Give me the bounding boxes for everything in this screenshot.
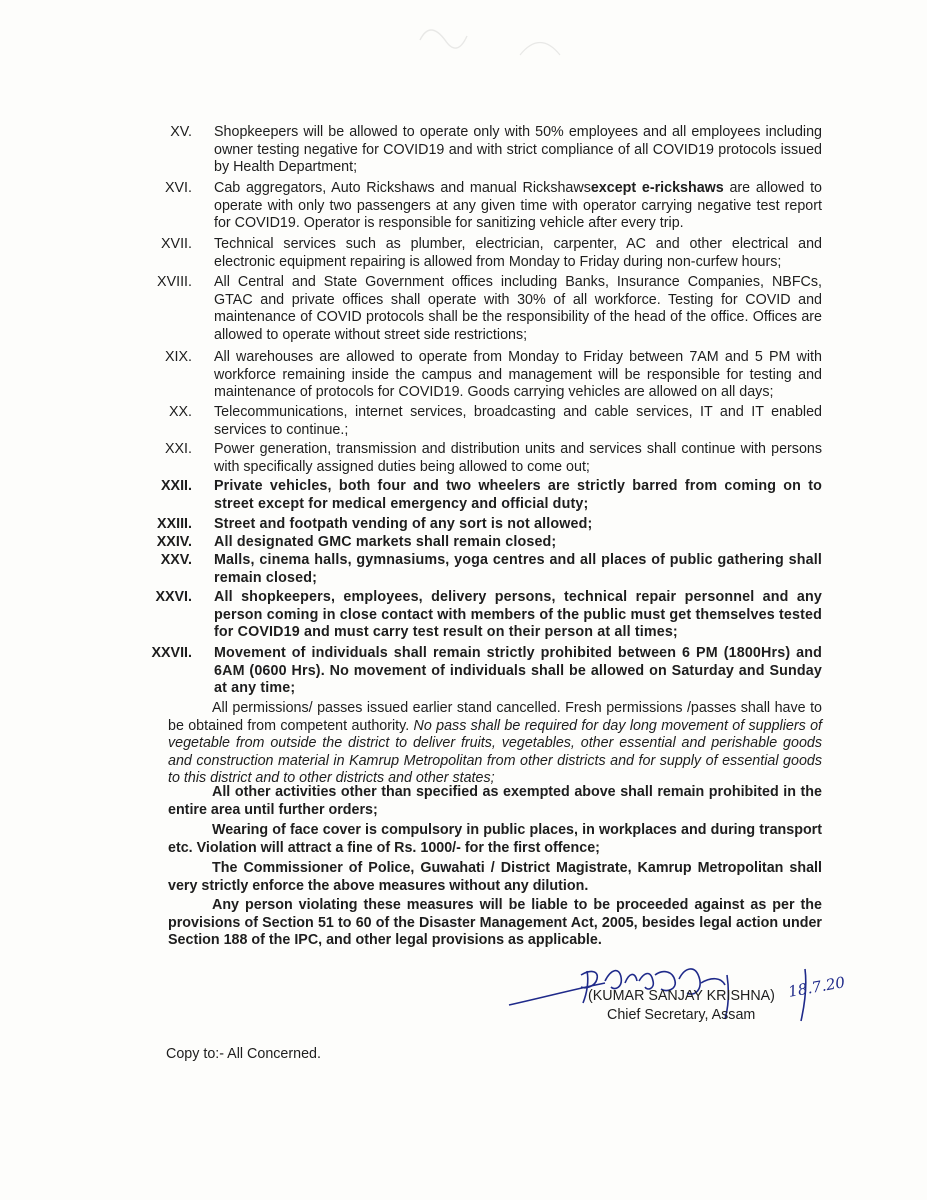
face-cover-paragraph xyxy=(168,822,822,857)
clause-text: Private vehicles, both four and two wheelers are strictly barred from coming on to street except for medical emergency and official duty; xyxy=(214,478,822,512)
clause-number: XIX. xyxy=(164,349,192,365)
clause-number: XVI. xyxy=(164,180,192,196)
clause-text-part: Cab aggregators, Auto Rickshaws and manual Rickshaws xyxy=(214,180,591,196)
enforcement-paragraph xyxy=(168,860,822,895)
passes-exemption-text: No pass shall be required for day long movement of suppliers of vegetable from outside the district to deliver fruits, vegetables, other essential and perishable goods and construction material in Kamrup Metropolitan from other districts and for supply of essential goods to this district and to other districts and other states; xyxy=(168,717,822,787)
clause-number: XXII. xyxy=(161,478,192,494)
clause-text: Movement of individuals shall remain strictly prohibited between 6 PM (1800Hrs) and 6AM (0600 Hrs). No movement of individuals shall be allowed on Saturday and Sunday at any time; xyxy=(214,645,822,697)
clause-number: XXVII. xyxy=(151,645,192,661)
clause-text: Shopkeepers will be allowed to operate only with 50% employees and all employees including owner testing negative for COVID19 and with strict compliance of all COVID19 protocols issued by Health Department; xyxy=(214,124,822,176)
clause-number: XXIII. xyxy=(157,516,192,532)
clause-number: XXIV. xyxy=(156,534,192,550)
face-cover-text: Wearing of face cover is compulsory in public places, in workplaces and during transport etc. Violation will attract a fine of Rs. 1000/- for the first offence; xyxy=(168,822,822,856)
clause-number: XVIII. xyxy=(157,274,192,290)
clause-text: All warehouses are allowed to operate from Monday to Friday between 7AM and 5 PM with workforce remaining inside the campus and management will be responsible for testing and maintenance of protocols for COVID19. Goods carrying vehicles are allowed on all days; xyxy=(214,349,822,401)
clause-text: Technical services such as plumber, electrician, carpenter, AC and other electrical and electronic equipment repairing is allowed from Monday to Friday during non-curfew hours; xyxy=(214,236,822,270)
clause-text xyxy=(214,180,822,233)
clause-text: Street and footpath vending of any sort is not allowed; xyxy=(214,516,593,532)
clause-number: XV. xyxy=(170,124,192,140)
clause-text: All designated GMC markets shall remain closed; xyxy=(214,534,557,550)
copy-to-line: Copy to:- All Concerned. xyxy=(166,1046,321,1062)
clause-text: Telecommunications, internet services, broadcasting and cable services, IT and IT enabled services to continue.; xyxy=(214,404,822,438)
handwritten-date: 18.7.20 xyxy=(786,973,847,1001)
clause-text-emphasis: except e-rickshaws xyxy=(590,180,724,196)
other-activities-paragraph xyxy=(168,784,822,819)
clause-number: XVII. xyxy=(161,236,192,252)
clause-text-part: are allowed to operate with only two passengers at any given time with operator carrying negative test report for COVID19. Operator is responsible for sanitizing vehicle after every trip. xyxy=(214,180,822,232)
passes-text: All permissions/ passes issued earlier stand cancelled. Fresh permissions /passes shall have to be obtained from competent authority. xyxy=(168,700,822,734)
clause-text: Malls, cinema halls, gymnasiums, yoga centres and all places of public gathering shall remain closed; xyxy=(214,552,822,586)
enforcement-text: The Commissioner of Police, Guwahati / District Magistrate, Kamrup Metropolitan shall very strictly enforce the above measures without any dilution. xyxy=(168,860,822,894)
signatory-name: (KUMAR SANJAY KRISHNA) xyxy=(588,988,775,1004)
penalty-text: Any person violating these measures will be liable to be proceeded against as per the provisions of Section 51 to 60 of the Disaster Management Act, 2005, besides legal action under Section 188 of the IPC, and other legal provisions as applicable. xyxy=(168,897,822,949)
passes-paragraph xyxy=(168,700,822,788)
clause-text: Power generation, transmission and distribution units and services shall continue with persons with specifically assigned duties being allowed to come out; xyxy=(214,441,822,475)
clause-number: XXI. xyxy=(164,441,192,457)
other-activities-text: All other activities other than specified as exempted above shall remain prohibited in the entire area until further orders; xyxy=(168,784,822,818)
signatory-title: Chief Secretary, Assam xyxy=(607,1007,756,1023)
clause-number: XXV. xyxy=(160,552,192,568)
faded-header-bleedthrough xyxy=(0,0,927,120)
penalty-paragraph xyxy=(168,897,822,950)
clause-number: XXVI. xyxy=(155,589,192,605)
clause-text: All Central and State Government offices including Banks, Insurance Companies, NBFCs, GTAC and private offices shall operate with 30% of all workforce. Testing for COVID and maintenance of COVID protocols shall be the responsibility of the head of the office. Offices are allowed to operate without street side restrictions; xyxy=(214,274,822,343)
clause-number: XX. xyxy=(168,404,192,420)
clause-text: All shopkeepers, employees, delivery persons, technical repair personnel and any person coming in close contact with members of the public must get themselves tested for COVID19 and must carry test result on their person at all times; xyxy=(214,589,822,641)
